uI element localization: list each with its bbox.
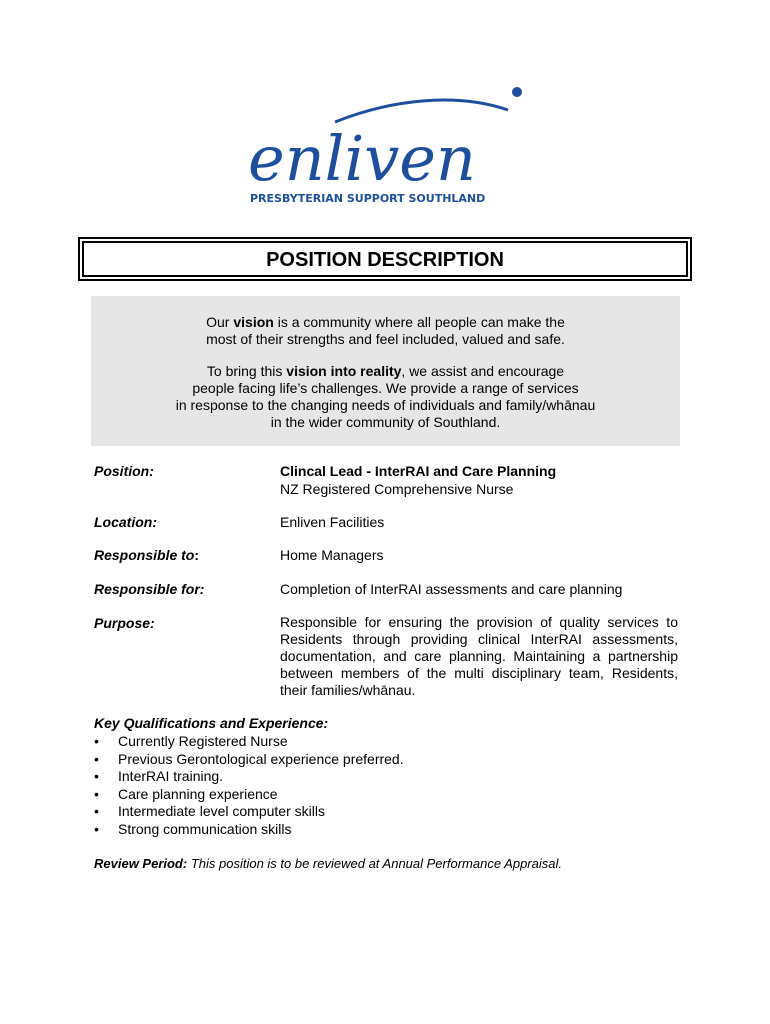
- vision-text: To bring this: [206, 363, 287, 379]
- vision-emphasis: vision: [233, 314, 274, 330]
- bullet-icon: •: [94, 733, 99, 749]
- enliven-logo: [240, 80, 530, 210]
- list-item-text: Strong communication skills: [118, 820, 292, 837]
- responsible-to-label-text: Responsible to: [94, 547, 195, 563]
- purpose-value: Responsible for ensuring the provision of quality services to Residents through providing clinical InterRAI assessments, documentation, and care planning. Maintaining a partnership between members of the multi disciplinary team, Residents, their families/whānau.: [280, 614, 678, 698]
- list-item: [94, 751, 404, 769]
- position-subtitle: NZ Registered Comprehensive Nurse: [280, 481, 514, 497]
- vision-emphasis: vision into reality: [286, 363, 402, 379]
- responsible-to-value: Home Managers: [280, 547, 384, 563]
- list-item: [94, 768, 404, 786]
- vision-text: is a community where all people can make the: [273, 314, 565, 330]
- bullet-icon: •: [94, 803, 99, 820]
- list-item-text: Currently Registered Nurse: [118, 733, 288, 749]
- list-item-text: Previous Gerontological experience preferred.: [118, 750, 404, 767]
- bullet-icon: •: [94, 820, 99, 837]
- responsible-to-label-colon: :: [194, 547, 200, 563]
- position-label: Position:: [94, 463, 154, 479]
- list-item-text: InterRAI training.: [118, 768, 224, 785]
- vision-text: most of their strengths and feel included, valued and safe.: [206, 331, 565, 347]
- responsible-for-label: Responsible for:: [94, 581, 205, 597]
- list-item-text: Intermediate level computer skills: [118, 803, 325, 820]
- vision-panel: [91, 296, 680, 446]
- bullet-icon: •: [94, 768, 99, 785]
- list-item: [94, 786, 404, 804]
- vision-paragraph-2: [91, 363, 680, 431]
- vision-text: Our: [206, 314, 234, 330]
- logo-graphic: [240, 80, 530, 210]
- purpose-label: Purpose:: [94, 615, 155, 631]
- page-title: POSITION DESCRIPTION: [266, 249, 504, 271]
- bullet-icon: •: [94, 785, 99, 802]
- review-period-text: This position is to be reviewed at Annual Performance Appraisal.: [187, 856, 562, 871]
- responsible-to-label: [94, 547, 199, 563]
- list-item: [94, 733, 404, 751]
- key-qualifications-heading: Key Qualifications and Experience:: [94, 715, 329, 731]
- title-box: [82, 241, 688, 277]
- vision-paragraph-1: [91, 314, 680, 348]
- vision-text: in the wider community of Southland.: [270, 414, 501, 430]
- list-item: [94, 803, 404, 821]
- vision-text: , we assist and encourage: [401, 363, 565, 379]
- location-label: Location:: [94, 514, 157, 530]
- vision-text: in response to the changing needs of individuals and family/whānau: [175, 397, 596, 413]
- location-value: Enliven Facilities: [280, 514, 385, 530]
- key-qualifications-list: [94, 733, 404, 839]
- review-period: [94, 856, 562, 871]
- list-item-text: Care planning experience: [118, 785, 278, 802]
- logo-wordmark: enliven: [248, 122, 476, 195]
- bullet-icon: •: [94, 750, 99, 767]
- position-title: Clincal Lead - InterRAI and Care Planning: [280, 463, 557, 479]
- review-period-label: Review Period:: [94, 856, 188, 871]
- logo-tagline: PRESBYTERIAN SUPPORT SOUTHLAND: [250, 192, 486, 205]
- list-item: [94, 821, 404, 839]
- vision-text: people facing life’s challenges. We provide a range of services: [192, 380, 579, 396]
- responsible-for-value: Completion of InterRAI assessments and care planning: [280, 581, 623, 597]
